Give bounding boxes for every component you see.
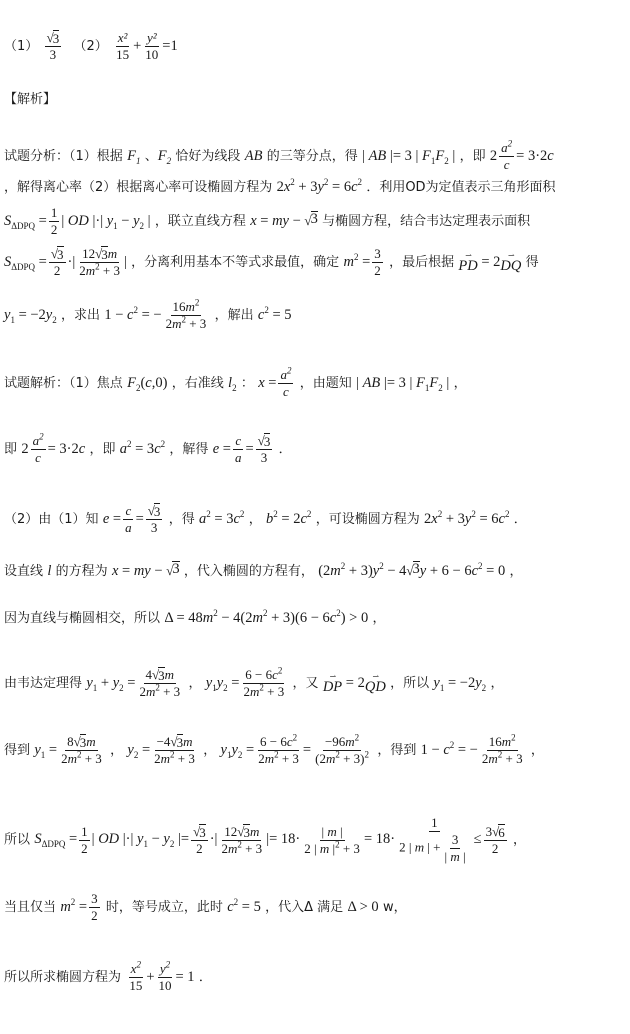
analysis-line-1: 试题分析：（1）根据 $F_1$ 、$F_2$ 恰好为线段 AB 的三等分点，得 | AB |= 3 | $F_1F_2$ | ，即 2 $\frac{a^2}{c}$ = 3·2c [4,138,554,172]
answer-part1-label: （1） [4,39,39,54]
solution-line-5: 因为直线与椭圆相交，所以 $\Delta = 48m^2 - 4(2m^2 + 3)(6 - 6c^2) > 0$ ， [4,608,386,626]
analysis-line-4: $S_{\Delta DPQ}$ = √ 3 2 ·| 12 √ 3 m $2m^2 + 3$ | ，分离利用基本不等式求最值，确定 $m^2$ = $\frac{3}{2}$ ，最后根据 ⇀ PD = 2 ⇀ DQ 得 [4,246,539,278]
analysis-line-5: $y_1 = -2y_2$ ，求出 $1 - c^2$ = − $\frac{16m^2}{2m^2 + 3}$ ，解出 $c^2 = 5$ [4,297,292,331]
answer-line [4,30,626,63]
eccentricity-answer: √ 3 3 [46,30,60,62]
solution-line-4: 设直线 l 的方程为 x = my − √ 3 ，代入椭圆的方程有， $(2m^2 + 3)y^2 - 4$ √ 3 $y + 6 - 6c^2 = 0$ ， [4,561,523,579]
answer-part2-label: （2） [73,39,108,54]
analysis-line-2: ，解得离心率（2）根据离心率可设椭圆方程为 $2x^2 + 3y^2 = 6c^2$ ．利用OD为定值表示三角形面积 [4,177,556,195]
solution-line-7: 得到 $y_1$ = 8 √ 3 m $2m^2 + 3$ ， $y_2$ = −4 √ 3 m $2m^2 + 3$ ， $y_1y_2$ = $\frac{6 - 6c^2}{2m^2 + 3}$ = $\frac{-96m^2}{(2m^2 + 3)^2}$ ，得到 $1 - c^2$ = − $\frac{16m^2}{2m^2 + 3}$ ， [4,732,544,766]
solution-line-6: 由韦达定理得 $y_1 + y_2$ = 4 √ 3 m $2m^2 + 3$ ， $y_1y_2$ = $\frac{6 - 6c^2}{2m^2 + 3}$ ，又 ⇀ DP = 2 ⇀ QD ，所以 $y_1 = -2y_2$ ， [4,665,504,699]
solution-line-2: 即 2 $\frac{a^2}{c}$ = 3·2c ，即 $a^2 = 3c^2$ ，解得 e = $\frac{c}{a}$ = √ 3 3 ． [4,431,292,465]
solution-line-9: 当且仅当 $m^2$ = $\frac{3}{2}$ 时，等号成立，此时 $c^2 = 5$ ，代入Δ 满足 Δ > 0 w， [4,891,407,923]
solution-line-10: 所以所求椭圆方程为 $\frac{x^2}{15}$ + $\frac{y^2}{10}$ = 1 ． [4,959,212,993]
ellipse-equation-answer: $\frac{\text{x²}}{15}$ + $\frac{\text{y²}}{10}$ =1 [116,30,178,63]
solution-line-3: （2）由（1）知 e = $\frac{c}{a}$ = √ 3 3 ，得 $a^2 = 3c^2$ ， $b^2 = 2c^2$ ，可设椭圆方程为 $2x^2 + 3y^2 = 6c^2$ ． [4,503,527,535]
analysis-line-3: $S_{\Delta DPQ}$ = $\frac{1}{2}$ | OD |·| $y_1 - y_2$ | ，联立直线方程 x = my − √ 3 与椭圆方程，结合韦达定理表示面积 [4,205,531,237]
solution-line-8: 所以 $S_{\Delta DPQ}$ = $\frac{1}{2}$ | OD |·| $y_1 - y_2$ |= √ 3 2 ·| 12 √ 3 m $2m^2 + 3$ |= 18· $\frac{| m |}{2 | m |^2 + 3}$ = 18· 1 2 | m | + $\frac{3}{| m |}$ ≤ 3 √ 6 2 ， [4,815,527,864]
section-title: 【解析】 [4,92,57,107]
solution-line-1: 试题解析：（1）焦点 $F_2(c,0)$ ，右准线 $l_2$ ： x = $\frac{a^2}{c}$ ，由题知 | AB |= 3 | $F_1F_2$ | ， [4,365,467,399]
